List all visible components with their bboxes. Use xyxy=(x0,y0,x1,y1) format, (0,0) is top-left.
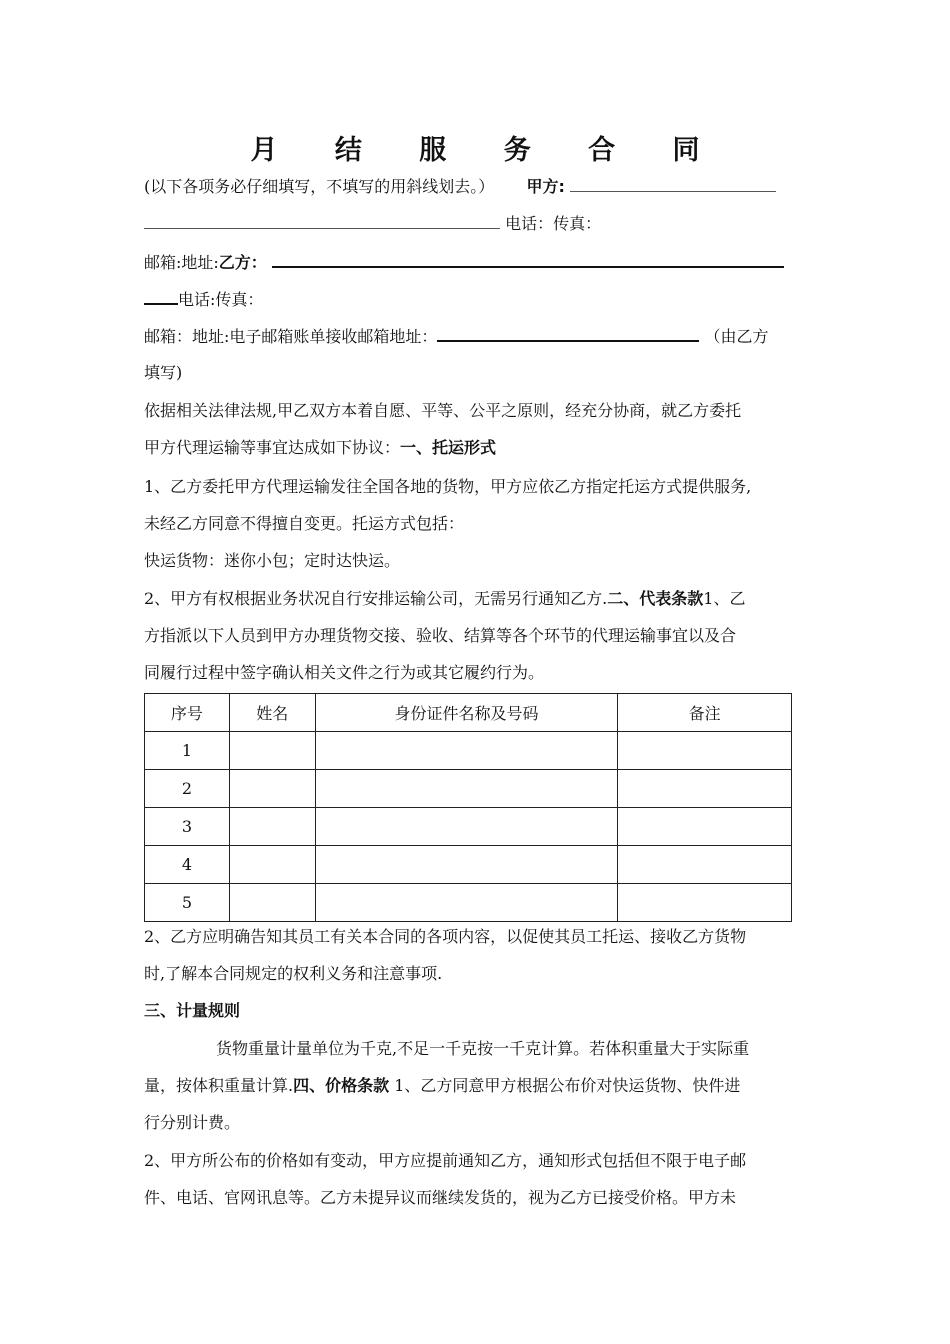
clause-4-2-line-1: 2、甲方所公布的价格如有变动，甲方应提前通知乙方，通知形式包括但不限于电子邮 xyxy=(144,1151,747,1170)
table-row xyxy=(145,884,792,922)
remark-cell xyxy=(618,884,792,922)
clause-1-2-text: 2、甲方有权根据业务状况自行安排运输公司，无需另行通知乙方. xyxy=(144,589,608,608)
party-a-blank xyxy=(570,176,776,192)
clause-3-text: 量，按体积重量计算. xyxy=(144,1076,294,1095)
row-seq: 1 xyxy=(145,732,230,770)
clause-2-1-start: 1、乙 xyxy=(703,589,746,608)
email-bill-note-cont: 填写) xyxy=(144,363,183,382)
clause-1-2-line-1 xyxy=(144,588,809,610)
clause-2-2-line-2: 时,了解本合同规定的权利义务和注意事项. xyxy=(144,964,443,983)
clause-3-line-1: 货物重量计量单位为千克,不足一千克按一千克计算。若体积重量大于实际重 xyxy=(216,1039,750,1058)
clause-4-1-start: 1、乙方同意甲方根据公布价对快运货物、快件进 xyxy=(389,1076,741,1095)
email-bill-label: 邮箱：地址:电子邮箱账单接收邮箱地址： xyxy=(144,327,438,346)
name-cell xyxy=(229,884,315,922)
row-seq: 5 xyxy=(145,884,230,922)
fill-instruction: (以下各项务必仔细填写，不填写的用斜线划去。） xyxy=(144,177,495,196)
party-a-tel-fax: 电话：传真： xyxy=(505,214,602,233)
document-title: 月 结 服 务 合 同 xyxy=(250,135,724,166)
remark-cell xyxy=(618,732,792,770)
party-a-contact-line xyxy=(144,213,809,235)
party-a-email-address: 邮箱:地址: xyxy=(144,253,219,272)
intro-line-2 xyxy=(144,437,809,459)
email-bill-note: （由乙方 xyxy=(704,327,769,346)
representatives-table xyxy=(144,693,792,922)
party-b-label: 乙方： xyxy=(218,253,267,272)
id-cell xyxy=(315,808,618,846)
name-cell xyxy=(229,770,315,808)
remark-cell xyxy=(618,808,792,846)
table-row xyxy=(145,846,792,884)
clause-2-1-line-3: 同履行过程中签字确认相关文件之行为或其它履约行为。 xyxy=(144,663,545,682)
clause-2-1-line-2: 方指派以下人员到甲方办理货物交接、验收、结算等各个环节的代理运输事宜以及合 xyxy=(144,626,737,645)
row-seq: 3 xyxy=(145,808,230,846)
party-a-name-blank xyxy=(144,213,500,229)
id-cell xyxy=(315,846,618,884)
header-remark: 备注 xyxy=(618,694,792,732)
section-3-heading: 三、计量规则 xyxy=(144,1001,241,1020)
clause-1-1-line-1: 1、乙方委托甲方代理运输发往全国各地的货物，甲方应依乙方指定托运方式提供服务, xyxy=(144,477,752,496)
intro-line-2-text: 甲方代理运输等事宜达成如下协议： xyxy=(144,438,401,457)
email-bill-line xyxy=(144,325,809,348)
party-b-tel-fax: 电话:传真： xyxy=(178,290,264,309)
clause-3-line-2 xyxy=(144,1075,809,1097)
party-b-short-blank xyxy=(144,288,178,305)
id-cell xyxy=(315,884,618,922)
section-1-heading: 一、托运形式 xyxy=(400,438,497,457)
header-seq: 序号 xyxy=(145,694,230,732)
name-cell xyxy=(229,732,315,770)
intro-line-1: 依据相关法律法规,甲乙双方本着自愿、平等、公平之原则，经充分协商，就乙方委托 xyxy=(144,401,742,420)
table-row xyxy=(145,808,792,846)
clause-1-1-line-2: 未经乙方同意不得擅自变更。托运方式包括： xyxy=(144,514,465,533)
party-b-line xyxy=(144,251,809,274)
header-id: 身份证件名称及号码 xyxy=(315,694,618,732)
party-b-blank xyxy=(272,251,784,268)
section-2-heading: 二、代表条款 xyxy=(607,589,704,608)
clause-4-2-line-2: 件、电话、官网讯息等。乙方未提异议而继续发货的，视为乙方已接受价格。甲方未 xyxy=(144,1188,737,1207)
table-row xyxy=(145,732,792,770)
row-seq: 4 xyxy=(145,846,230,884)
row-seq: 2 xyxy=(145,770,230,808)
party-a-label: 甲方: xyxy=(526,177,565,196)
id-cell xyxy=(315,770,618,808)
fill-note-line xyxy=(144,176,809,198)
id-cell xyxy=(315,732,618,770)
clause-4-1-line-2: 行分别计费。 xyxy=(144,1113,241,1132)
email-bill-blank xyxy=(437,325,699,342)
name-cell xyxy=(229,846,315,884)
party-b-contact-line xyxy=(144,288,809,311)
clause-1-1-line-3: 快运货物：迷你小包；定时达快运。 xyxy=(144,551,401,570)
remark-cell xyxy=(618,846,792,884)
header-name: 姓名 xyxy=(229,694,315,732)
clause-2-2-line-1: 2、乙方应明确告知其员工有关本合同的各项内容，以促使其员工托运、接收乙方货物 xyxy=(144,927,747,946)
section-4-heading: 四、价格条款 xyxy=(293,1076,390,1095)
table-header-row xyxy=(145,694,792,732)
table-row xyxy=(145,770,792,808)
remark-cell xyxy=(618,770,792,808)
name-cell xyxy=(229,808,315,846)
